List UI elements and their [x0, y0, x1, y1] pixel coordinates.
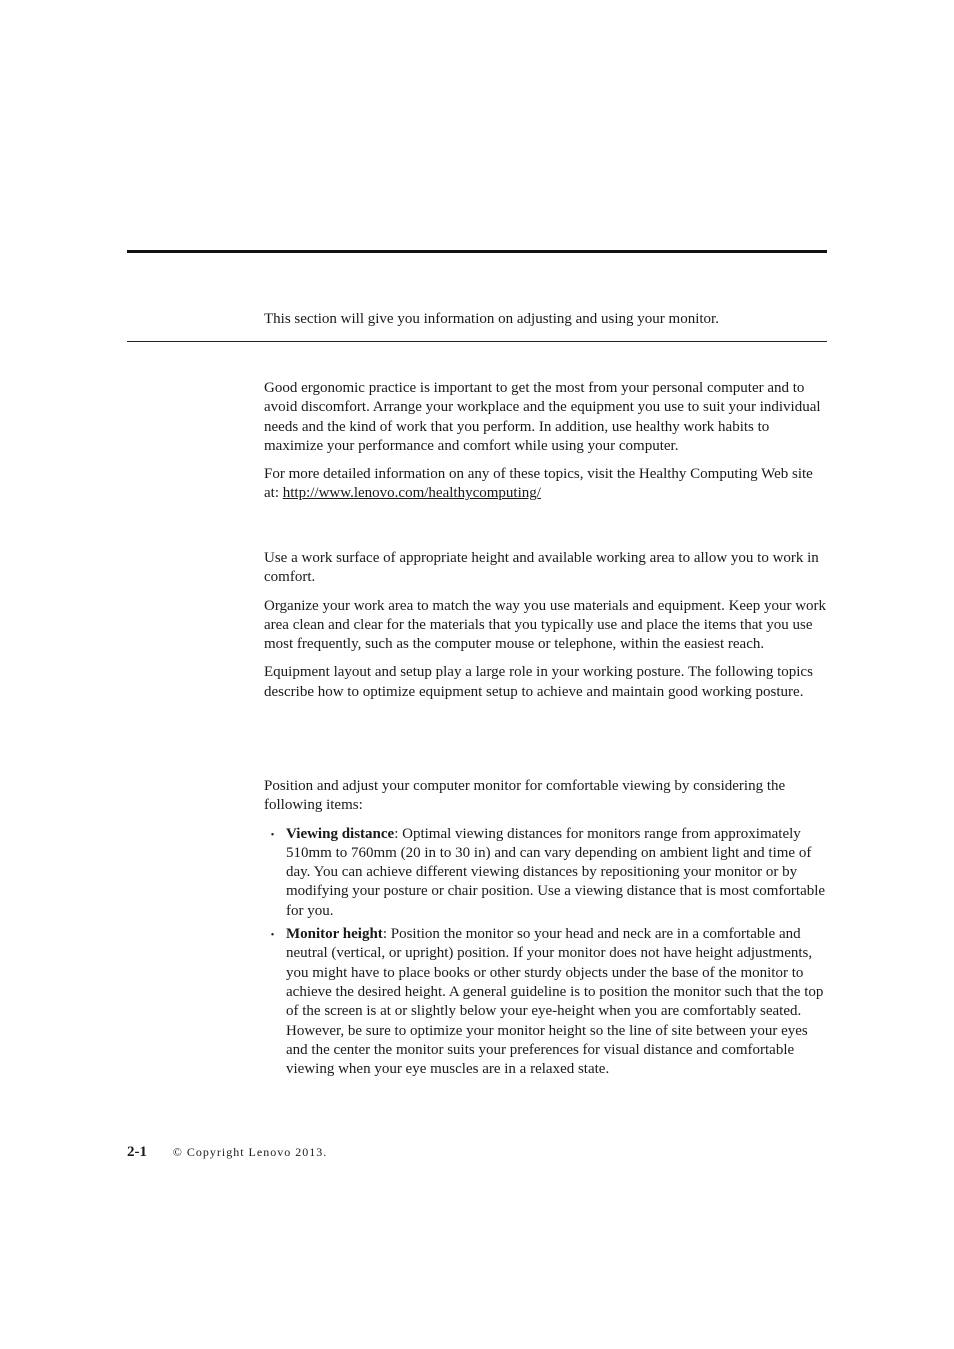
- intro-section: [264, 310, 829, 329]
- intro-paragraph: This section will give you information on adjusting and using your monitor.: [264, 311, 719, 327]
- workarea-paragraph-3: Equipment layout and setup play a large role in your working posture. The following topics describe how to optimize equipment setup to achieve and maintain good working posture.: [264, 664, 813, 700]
- bullet-text: : Optimal viewing distances for monitors range from approximately 510mm to 760mm (20 in to 30 in) and can vary depending on ambient light and time of day. You can achieve different viewing distances by repositioning your monitor or by modifying your posture or chair position. Use a viewing distance that is most comfortable for you.: [286, 825, 826, 919]
- healthy-computing-paragraph: [264, 465, 829, 504]
- healthy-computing-link[interactable]: http://www.lenovo.com/healthycomputing/: [282, 485, 541, 502]
- page-number: 2-1: [127, 1144, 147, 1160]
- monitor-section: [264, 777, 829, 1083]
- list-item-monitor-height: [264, 925, 829, 1079]
- chapter-rule: [127, 250, 827, 253]
- workarea-paragraph-2: Organize your work area to match the way you use materials and equipment. Keep your work area clean and clear for the materials that you typically use and place the items that you use most frequently, such as the computer mouse or telephone, within the easiest reach.: [264, 597, 827, 653]
- ergonomics-section: [264, 379, 829, 504]
- ergonomics-paragraph: Good ergonomic practice is important to get the most from your personal computer and to avoid discomfort. Arrange your workplace and the equipment you use to suit your individual needs and the kind of work that you perform. In addition, use healthy work habits to maximize your performance and comfort while using your computer.: [264, 380, 821, 454]
- copyright-notice: © Copyright Lenovo 2013.: [172, 1145, 328, 1159]
- monitor-intro-paragraph: Position and adjust your computer monitor for comfortable viewing by considering the following items:: [264, 778, 786, 814]
- workarea-paragraph-1: Use a work surface of appropriate height and available working area to allow you to work in comfort.: [264, 550, 819, 586]
- bullet-icon: ・: [266, 826, 280, 842]
- list-item-viewing-distance: [264, 825, 829, 921]
- workarea-section: [264, 549, 829, 702]
- bullet-term: Viewing distance: [286, 825, 395, 842]
- section-divider: [127, 341, 827, 342]
- monitor-bullet-list: [264, 825, 829, 1080]
- bullet-icon: ・: [266, 927, 280, 943]
- healthy-computing-text: For more detailed information on any of these topics, visit the Healthy Computing Web site at:: [264, 466, 813, 502]
- page-footer: [127, 1143, 327, 1162]
- bullet-text: : Position the monitor so your head and neck are in a comfortable and neutral (vertical, or upright) position. If your monitor does not have height adjustments, you might have to place books or other sturdy objects under the base of the monitor to achieve the desired height. A general guideline is to position the monitor such that the top of the screen is at or slightly below your eye-height when you are comfortably seated. However, be sure to optimize your monitor height so the line of site between your eyes and the center the monitor suits your preferences for visual distance and comfortable viewing when your eye muscles are in a relaxed state.: [286, 926, 824, 1078]
- bullet-term: Monitor height: [286, 926, 383, 943]
